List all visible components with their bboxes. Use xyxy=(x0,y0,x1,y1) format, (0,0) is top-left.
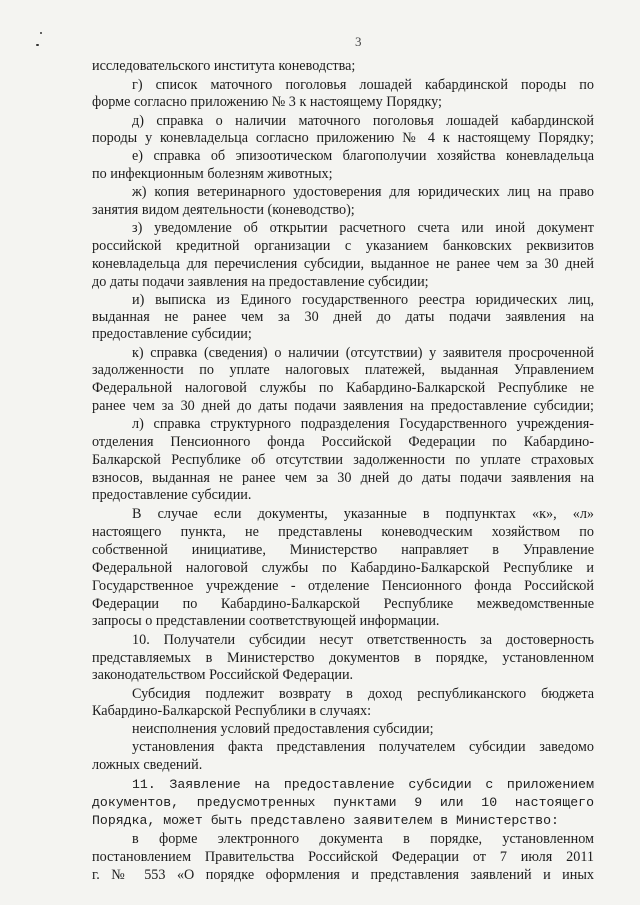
text-line: В случае если документы, указанные в подпунктах «к», «л» xyxy=(132,506,594,522)
text-line: Федеральной налоговой службы по Кабардино-Балкарской Республике не xyxy=(92,380,594,396)
text-line: породы у коневладельца согласно приложению № 4 к настоящему Порядку; xyxy=(92,130,594,146)
text-line: ж) копия ветеринарного удостоверения для юридических лиц на право xyxy=(132,184,594,200)
text-line: по инфекционным болезням животных; xyxy=(92,166,333,182)
text-line: российской кредитной организации с указанием банковских реквизитов xyxy=(92,238,594,254)
text-line: г. № 553 «О порядке оформления и представления заявлений и иных xyxy=(92,867,594,883)
text-line: установления факта представления получателем субсидии заведомо xyxy=(132,739,594,755)
text-line: Федеральной налоговой службы по Кабардино-Балкарской Республике и xyxy=(92,560,594,576)
text-line: запросы о представлении соответствующей информации. xyxy=(92,613,440,629)
text-line: форме согласно приложению № 3 к настоящему Порядку; xyxy=(92,94,442,110)
text-line: Федерации по Кабардино-Балкарской Республике межведомственные xyxy=(92,596,594,612)
text-line: Порядка, может быть представлено заявителем в Министерство: xyxy=(92,813,559,828)
text-line: и) выписка из Единого государственного реестра юридических лиц, xyxy=(132,292,594,308)
text-line: взносов, выданная не ранее чем за 30 дней до даты подачи заявления на xyxy=(92,470,594,486)
text-line: л) справка структурного подразделения Государственного учреждения- xyxy=(132,416,594,432)
text-line: в форме электронного документа в порядке, установленном xyxy=(132,831,594,847)
text-line: занятия видом деятельности (коневодство); xyxy=(92,202,355,218)
page-number: 3 xyxy=(355,34,362,49)
text-line: е) справка об эпизоотическом благополучии хозяйства коневладельца xyxy=(132,148,594,164)
text-line: предоставление субсидии; xyxy=(92,326,252,342)
text-line: д) справка о наличии маточного поголовья лошадей кабардинской xyxy=(132,113,594,129)
text-line: постановлением Правительства Российской Федерации от 7 июля 2011 xyxy=(92,849,594,865)
text-line: исследовательского института коневодства; xyxy=(92,58,356,74)
text-line: настоящего пункта, не представлены коневодческим хозяйством по xyxy=(92,524,594,540)
text-line: собственной инициативе, Министерство направляет в Управление xyxy=(92,542,594,558)
scan-speck xyxy=(36,44,39,46)
text-line: к) справка (сведения) о наличии (отсутствии) у заявителя просроченной xyxy=(132,345,594,361)
text-line: отделения Пенсионного фонда Российской Федерации по Кабардино- xyxy=(92,434,594,450)
text-line: выданная не ранее чем за 30 дней до даты подачи заявления на xyxy=(92,309,594,325)
text-line: задолженности по уплате налоговых платежей, выданная Управлением xyxy=(92,362,594,378)
text-line: документов, предусмотренных пунктами 9 или 10 настоящего xyxy=(92,795,594,810)
text-line: 11. Заявление на предоставление субсидии с приложением xyxy=(132,777,594,792)
text-line: неисполнения условий предоставления субсидии; xyxy=(132,721,434,737)
text-line: 10. Получатели субсидии несут ответственность за достоверность xyxy=(132,632,594,648)
text-line: предоставление субсидии. xyxy=(92,487,252,503)
text-line: Балкарской Республике об отсутствии задолженности по уплате страховых xyxy=(92,452,594,468)
text-line: представляемых в Министерство документов в порядке, установленном xyxy=(92,650,594,666)
text-line: до даты подачи заявления на предоставление субсидии; xyxy=(92,274,429,290)
text-line: з) уведомление об открытии расчетного счета или иной документ xyxy=(132,220,594,236)
text-line: Государственное учреждение - отделение Пенсионного фонда Российской xyxy=(92,578,594,594)
scan-speck xyxy=(40,32,42,34)
text-line: Кабардино-Балкарской Республики в случаях: xyxy=(92,703,372,719)
text-line: ранее чем за 30 дней до даты подачи заявления на предоставление субсидии; xyxy=(92,398,594,414)
text-line: Субсидия подлежит возврату в доход республиканского бюджета xyxy=(132,686,594,702)
text-line: г) список маточного поголовья лошадей кабардинской породы по xyxy=(132,77,594,93)
text-line: законодательством Российской Федерации. xyxy=(92,667,354,683)
text-line: коневладельца для перечисления субсидии, выданное не ранее чем за 30 дней xyxy=(92,256,594,272)
text-line: ложных сведений. xyxy=(92,757,203,773)
